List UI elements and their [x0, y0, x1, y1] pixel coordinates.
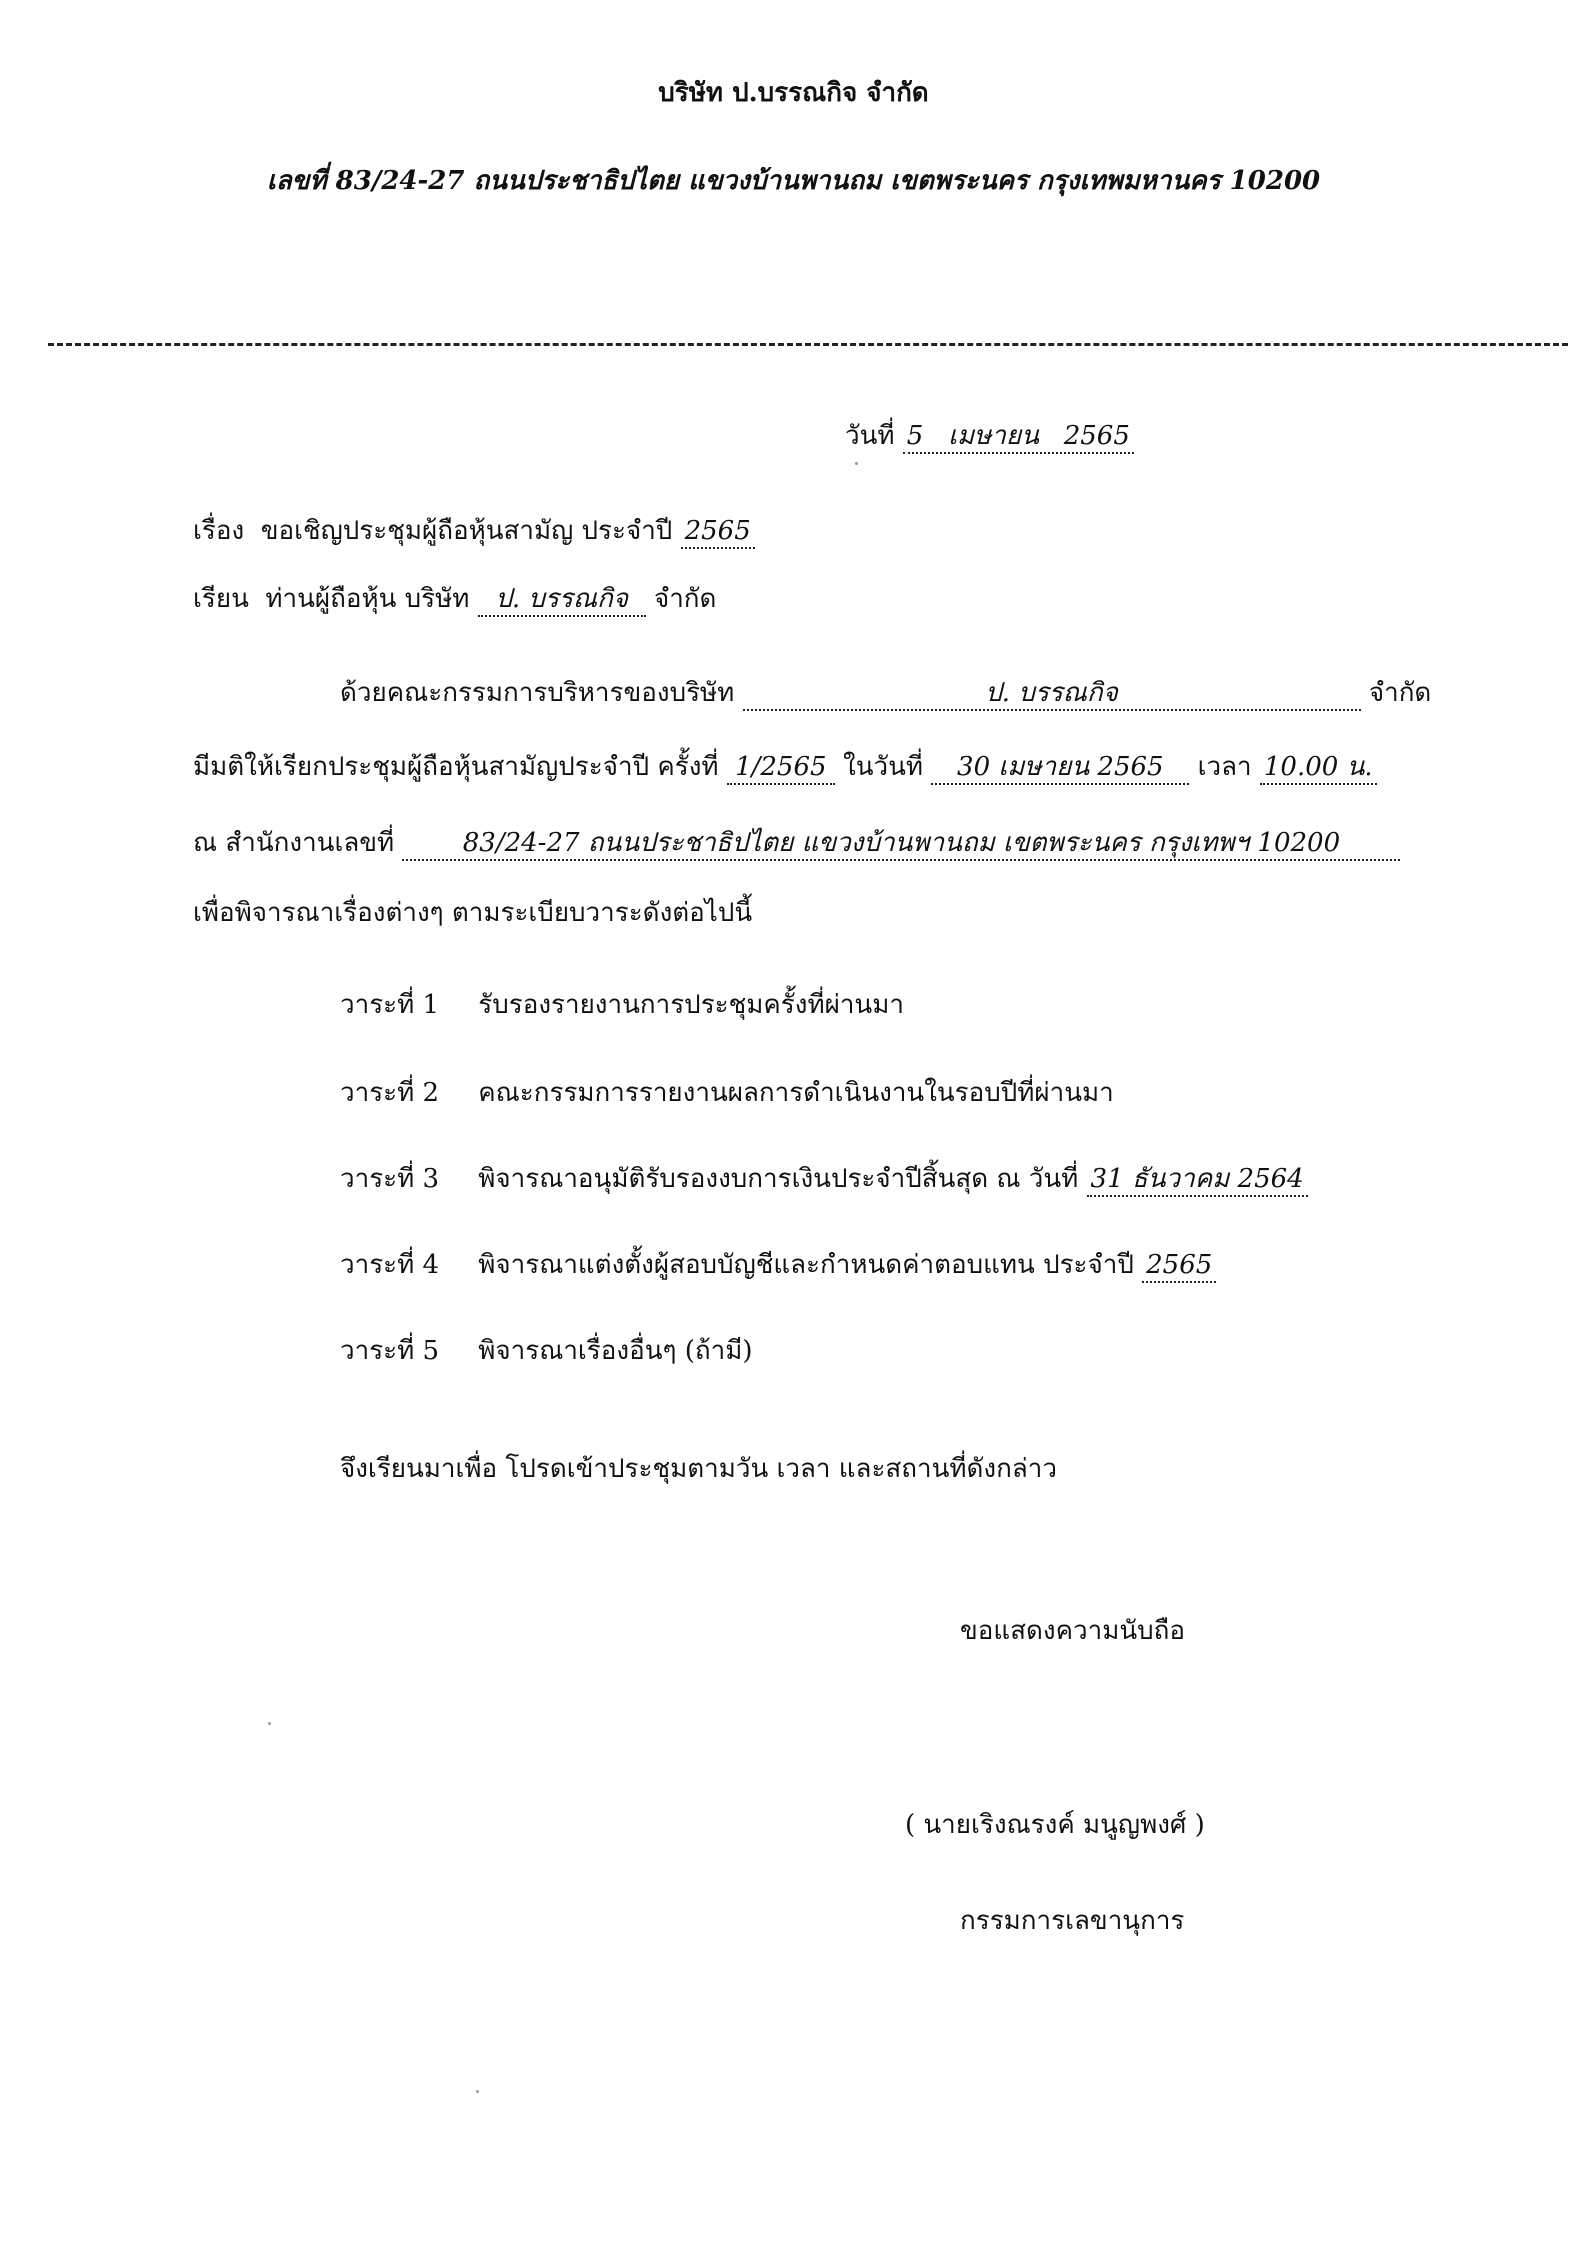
- to-company: ป. บรรณกิจ: [478, 585, 646, 617]
- date-year: 2565: [1063, 421, 1130, 451]
- agenda-3-num: วาระที่ 3: [340, 1164, 440, 1194]
- agenda-2-num: วาระที่ 2: [340, 1078, 440, 1108]
- subject-line: [193, 510, 755, 551]
- date-value: [903, 422, 1134, 454]
- agenda-5-num: วาระที่ 5: [340, 1336, 440, 1366]
- body-line-2: [193, 746, 1377, 787]
- subject-year: 2565: [681, 517, 755, 549]
- body-l2-prefix: มีมติให้เรียกประชุมผู้ถือหุ้นสามัญประจำปี ครั้งที่: [193, 752, 719, 782]
- agenda-1-num: วาระที่ 1: [340, 990, 440, 1020]
- company-address: เลขที่ 83/24-27 ถนนประชาธิปไตย แขวงบ้านพานถม เขตพระนคร กรุงเทพมหานคร 10200: [266, 166, 1321, 196]
- scan-speck: [476, 2090, 479, 2093]
- agenda-2-text: คณะกรรมการรายงานผลการดำเนินงานในรอบปีที่ผ่านมา: [478, 1078, 1114, 1108]
- agenda-item-5: [340, 1330, 752, 1371]
- body-l3-prefix: ณ สำนักงานเลขที่: [193, 828, 395, 858]
- regards: ขอแสดงความนับถือ: [960, 1616, 1185, 1646]
- date-label: วันที่: [845, 421, 895, 451]
- scan-speck: [268, 1722, 271, 1725]
- agenda-item-3: [340, 1158, 1308, 1199]
- body-line-4: เพื่อพิจารณาเรื่องต่างๆ ตามระเบียบวาระดังต่อไปนี้: [193, 898, 753, 928]
- to-label: เรียน: [193, 584, 249, 614]
- agenda-item-4: [340, 1244, 1216, 1285]
- agenda-4-fill: 2565: [1142, 1251, 1216, 1283]
- body-l1-prefix: ด้วยคณะกรรมการบริหารของบริษัท: [340, 678, 735, 708]
- subject-label: เรื่อง: [193, 516, 245, 546]
- agenda-4-num: วาระที่ 4: [340, 1250, 440, 1280]
- closing-line: จึงเรียนมาเพื่อ โปรดเข้าประชุมตามวัน เวลา และสถานที่ดังกล่าว: [340, 1454, 1058, 1484]
- body-l2-time: 10.00 น.: [1260, 753, 1377, 785]
- agenda-3-text: พิจารณาอนุมัติรับรองงบการเงินประจำปีสิ้นสุด ณ วันที่: [478, 1164, 1079, 1194]
- scan-speck: [855, 462, 858, 465]
- agenda-item-1: [340, 984, 904, 1025]
- subject-text: ขอเชิญประชุมผู้ถือหุ้นสามัญ ประจำปี: [260, 516, 673, 546]
- agenda-3-fill: 31 ธันวาคม 2564: [1087, 1165, 1308, 1197]
- to-text: ท่านผู้ถือหุ้น บริษัท: [265, 584, 470, 614]
- body-l3-address: 83/24-27 ถนนประชาธิปไตย แขวงบ้านพานถม เขตพระนคร กรุงเทพฯ 10200: [402, 829, 1400, 861]
- signer-name: ( นายเริงณรงค์ มนูญพงศ์ ): [905, 1810, 1205, 1840]
- body-l2-date: 30 เมษายน 2565: [931, 753, 1189, 785]
- date-day: 5: [906, 421, 924, 451]
- body-l2-time-label: เวลา: [1197, 752, 1252, 782]
- to-suffix: จำกัด: [653, 584, 717, 614]
- body-l2-meeting-no: 1/2565: [727, 753, 835, 785]
- company-name: บริษัท ป.บรรณกิจ จำกัด: [658, 78, 929, 108]
- date-month: เมษายน: [948, 421, 1039, 451]
- body-l1-suffix: จำกัด: [1368, 678, 1432, 708]
- signer-title: กรรมการเลขานุการ: [960, 1906, 1185, 1936]
- date-line: [845, 415, 1134, 456]
- agenda-4-text: พิจารณาแต่งตั้งผู้สอบบัญชีและกำหนดค่าตอบแทน ประจำปี: [478, 1250, 1134, 1280]
- to-line: [193, 578, 716, 619]
- body-line-3: [193, 822, 1400, 863]
- body-l2-on-date: ในวันที่: [843, 752, 924, 782]
- body-l1-company: ป. บรรณกิจ: [743, 679, 1361, 711]
- agenda-1-text: รับรองรายงานการประชุมครั้งที่ผ่านมา: [478, 990, 904, 1020]
- body-line-1: [340, 672, 1431, 713]
- agenda-item-2: [340, 1072, 1114, 1113]
- agenda-5-text: พิจารณาเรื่องอื่นๆ (ถ้ามี): [478, 1336, 753, 1366]
- header-divider: [48, 343, 1568, 346]
